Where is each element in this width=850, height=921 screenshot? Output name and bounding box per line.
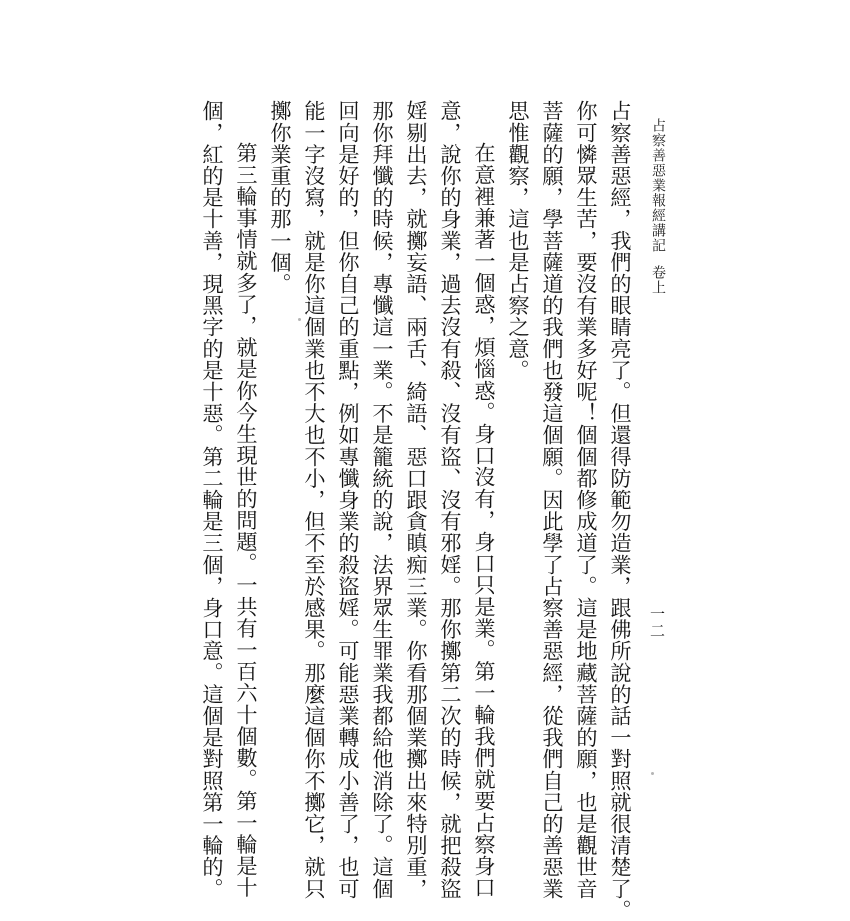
volume-label: 卷上 bbox=[650, 265, 666, 295]
text-column-2: 你可憐眾生苦，要沒有業多好呢！個個都修成道了。這是地藏菩薩的願，也是觀世音 bbox=[574, 100, 599, 900]
text-column-8: 那你拜懺的時候，專懺這一業。不是籠統的說，法界眾生罪業我都給他消除了。這個 bbox=[370, 100, 395, 900]
book-title: 占察善惡業報經講記 bbox=[650, 118, 666, 253]
text-column-1: 占察善惡經，我們的眼睛亮了。但還得防範勿造業，跟佛所說的話一對照就很清楚了。 bbox=[608, 100, 633, 921]
scan-speck bbox=[298, 318, 301, 321]
text-column-3: 菩薩的願，學菩薩道的我們也發這個願。因此學了占察善惡經，從我們自己的善惡業 bbox=[540, 100, 565, 900]
text-column-9: 回向是好的，但你自己的重點，例如專懺身業的殺盜婬。可能惡業轉成小善了，也可 bbox=[336, 100, 361, 900]
text-column-4: 思惟觀察，這也是占察之意。 bbox=[506, 100, 531, 381]
page-number: 一二 bbox=[648, 606, 666, 640]
running-header bbox=[648, 118, 668, 295]
text-column-7: 婬剔出去，就擲妄語、兩舌、綺語、惡口跟貪瞋痴三業。你看那個業擲出來特別重， bbox=[404, 100, 429, 900]
text-column-10: 能一字沒寫，就是你這個業也不大也不小，但不至於感果。那麼這個你不擲它，就只 bbox=[302, 100, 327, 900]
text-column-12: 第三輪事情就多了，就是你今生現世的問題。一共有一百六十個數。第一輪是十 bbox=[234, 142, 259, 898]
text-column-6: 意，說你的身業，過去沒有殺、沒有盜、沒有邪婬。那你擲第二次的時候，就把殺盜 bbox=[438, 100, 463, 900]
text-column-13: 個，紅的是十善，現黑字的是十惡。第二輪是三個，身口意。這個是對照第一輪的。 bbox=[200, 100, 225, 900]
text-column-11: 擲你業重的那一個。 bbox=[268, 100, 293, 295]
scan-speck bbox=[651, 772, 654, 775]
text-column-5: 在意裡兼著一個惑，煩惱惑。身口沒有，身口只是業。第一輪我們就要占察身口 bbox=[472, 142, 497, 898]
